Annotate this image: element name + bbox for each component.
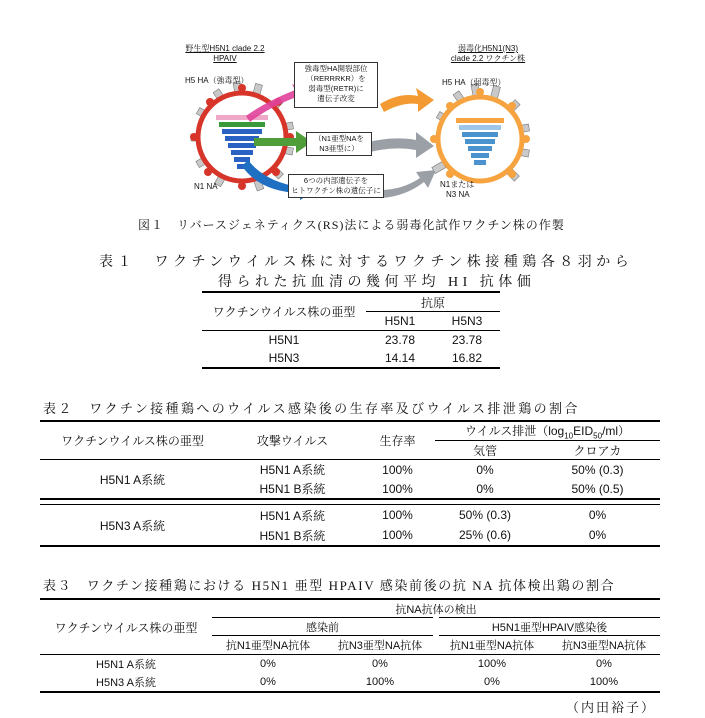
table3-header-detection: 抗NA抗体の検出: [212, 599, 660, 618]
table1-title-line1: 表１ ワクチンウイルス株に対するワクチン株接種鶏各８羽から: [99, 255, 634, 270]
table-row: H5N1 B系統 100% 25% (0.6) 0%: [40, 525, 660, 546]
vaccine-ha-label: H5 HA（弱毒型）: [442, 78, 506, 87]
table1-title-line2: 得られた抗血清の幾何平均 HI 抗体価: [218, 275, 536, 290]
table2-header-virus: 攻撃ウイルス: [225, 421, 360, 460]
table3: ワクチンウイルス株の亜型 抗NA抗体の検出 感染前 H5N1亜型HPAIV感染後 抗N1亜型NA抗体 抗N3亜型NA抗体 抗N1亜型NA抗体 抗N3亜型NA抗体 H5N1 A系統 0% 0% 100% 0% H5N3 A系統 0% 100% 0% 100%: [40, 598, 660, 693]
table1-sub-h5n3: H5N3: [434, 312, 500, 331]
internal-genes-note-box: 6つの内部遺伝子を ヒトワクチン株の遺伝子に: [288, 174, 384, 198]
table2-title: 表２ ワクチン接種鶏へのウイルス感染後の生存率及びウイルス排泄鶏の割合: [43, 401, 580, 416]
table1: [202, 291, 500, 369]
table1-sub-h5n1: H5N1: [366, 312, 434, 331]
author-credit: （内田裕子）: [566, 700, 657, 715]
table1-header-antigen: 抗原: [366, 292, 500, 312]
table2-header-shedding: ウイルス排泄$(\log_{10}EID_{50}/ml)$: [435, 421, 660, 441]
table1-header-strain: ワクチンウイルス株の亜型: [202, 292, 366, 331]
table-row: H5N3 14.14 16.82: [202, 349, 500, 368]
table3-header-after: H5N1亜型HPAIV感染後: [436, 618, 660, 636]
table2: [40, 420, 660, 547]
table-row: H5N1 A系統 0% 0% 100% 0%: [96, 658, 612, 671]
table3-title: 表３ ワクチン接種鶏における H5N1 亜型 HPAIV 感染前後の抗 NA 抗体検出鶏の割合: [43, 578, 616, 593]
wild-na-label: N1 NA: [194, 182, 218, 191]
table-row: H5N1 23.78 23.78: [268, 333, 483, 347]
vaccine-virus-illustration: [430, 83, 530, 181]
table-row: H5N1 A系統 H5N1 A系統 100% 0% 50% (0.3): [99, 462, 624, 487]
vaccine-strain-label: 弱毒化H5N1(N3) clade 2.2 ワクチン株: [450, 44, 526, 63]
table2-sub-trachea: 気管: [435, 441, 535, 460]
table3-header-strain: ワクチンウイルス株の亜型: [40, 599, 212, 655]
na-subtype-note-box: （N1亜型NAを N3亜型に）: [306, 132, 372, 156]
table-row: H5N3 A系統 H5N1 A系統 100% 50% (0.3) 0%: [99, 508, 607, 533]
ha-cleavage-note-box: 強毒型HA開裂部位 （RERRRKR）を 弱毒型(RETR)に 遺伝子改変: [294, 62, 378, 108]
table-row: H5N3 A系統 0% 100% 0% 100%: [40, 673, 660, 692]
table2-header-strain: ワクチンウイルス株の亜型: [40, 421, 225, 460]
table3-header-before: 感染前: [212, 618, 436, 636]
wild-strain-label: 野生型H5N1 clade 2.2 HPAIV: [185, 44, 265, 63]
vaccine-na-label: N1または N3 NA: [440, 180, 475, 199]
figure-caption: 図１ リバースジェネティクス(RS)法による弱毒化試作ワクチン株の作製: [138, 218, 565, 232]
wild-ha-label: H5 HA（強毒型）: [185, 76, 249, 85]
table2-header-survival: 生存率: [360, 421, 435, 460]
reverse-genetics-figure: [170, 42, 540, 217]
table-row: H5N1 B系統 100% 0% 50% (0.5): [259, 481, 624, 497]
table2-sub-cloaca: クロアカ: [535, 441, 660, 460]
